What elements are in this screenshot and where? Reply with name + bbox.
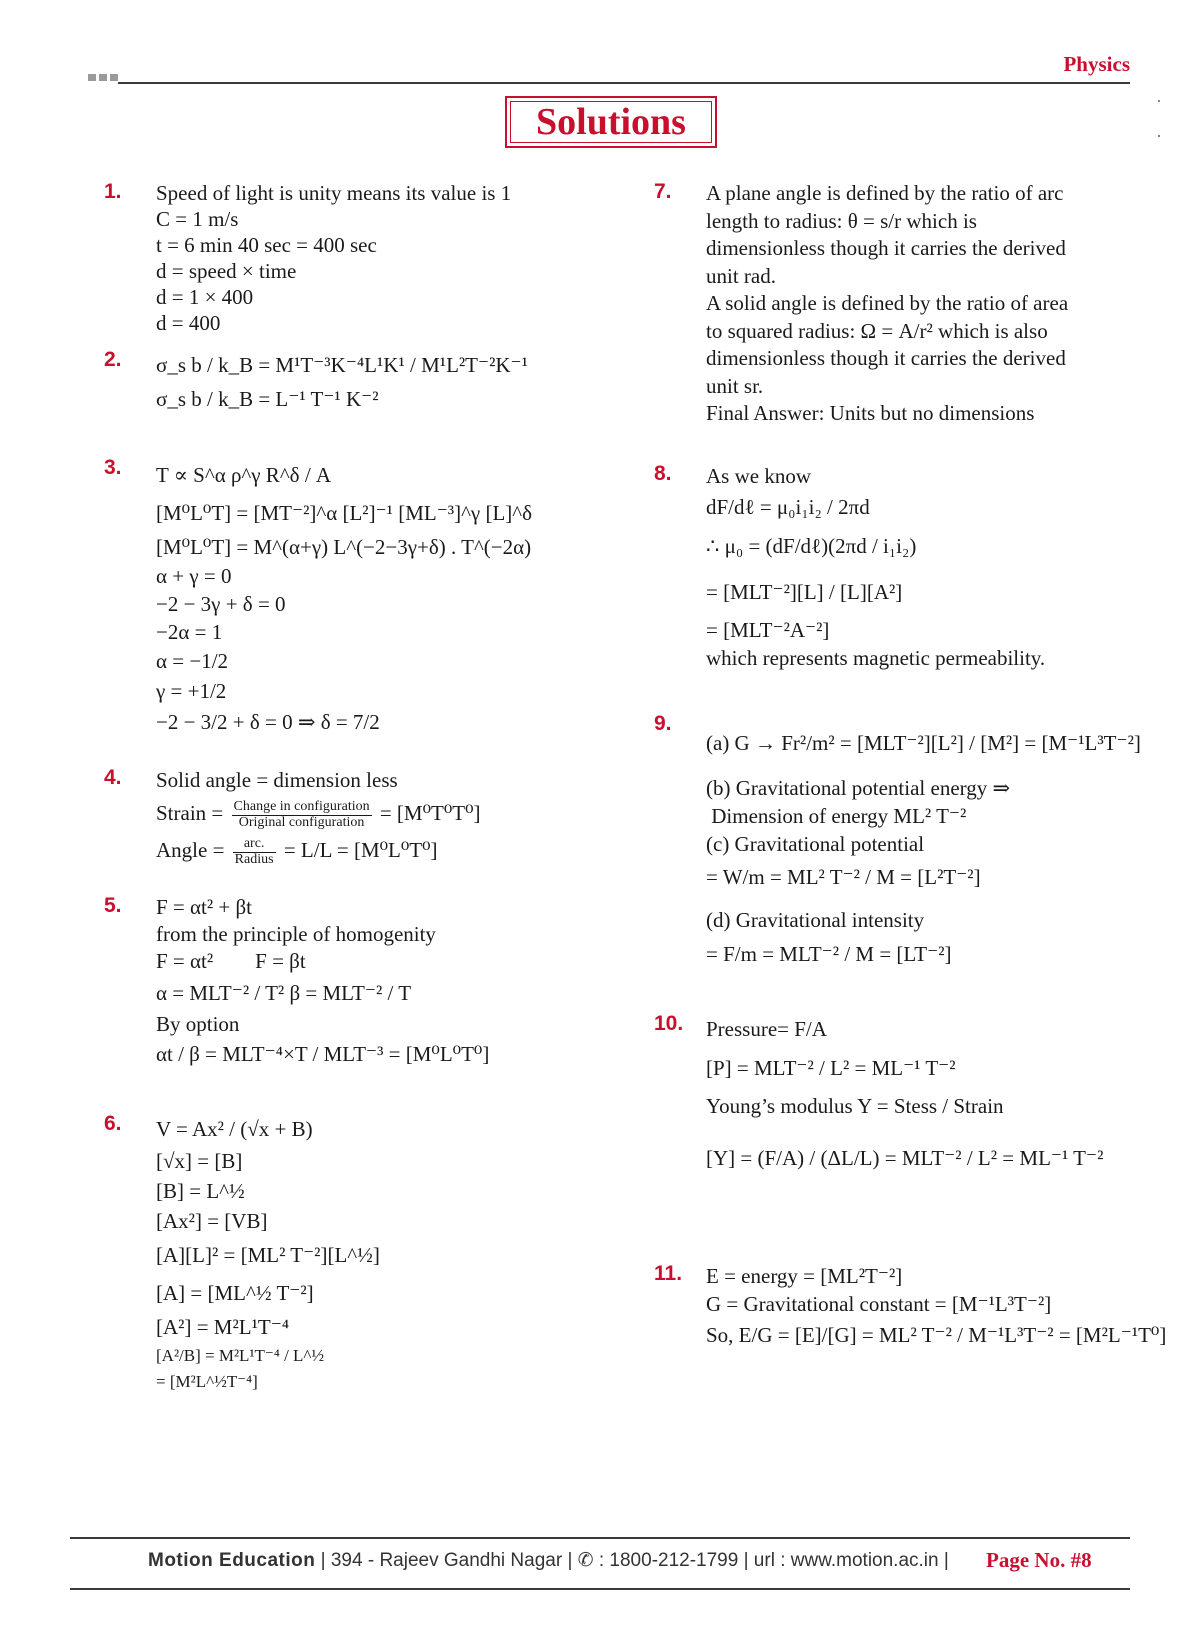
- solution-line: α + γ = 0: [156, 564, 232, 588]
- solution-number: 6.: [104, 1112, 122, 1135]
- footer-rule-top: [70, 1537, 1130, 1539]
- solution-line: −2 − 3/2 + δ = 0 ⇒ δ = 7/2: [156, 710, 380, 734]
- fraction-numerator: arc.: [233, 837, 276, 853]
- footer-text: [148, 1549, 949, 1572]
- angle-equation: [156, 832, 624, 868]
- fraction-denominator: Original configuration: [238, 814, 365, 830]
- solution-number: 1.: [104, 180, 122, 203]
- solution-number: 9.: [654, 712, 672, 735]
- solution-line: By option: [156, 1012, 240, 1036]
- solution-line: dF/dℓ = μ₀i₁i₂ / 2πd: [706, 495, 870, 519]
- fraction: [233, 837, 276, 867]
- solution-number: 11.: [654, 1262, 683, 1285]
- strain-equation: [156, 794, 624, 832]
- solution-line: Dimension of energy ML² T⁻²: [706, 804, 967, 828]
- solution-number: 8.: [654, 462, 672, 485]
- angle-result: = L/L = [M⁰L⁰T⁰]: [283, 838, 438, 862]
- solution-number: 5.: [104, 894, 122, 917]
- solution-line: Speed of light is unity means its value is 1: [156, 181, 512, 205]
- solution-line: So, E/G = [E]/[G] = ML² T⁻² / M⁻¹L³T⁻² = [M²L⁻¹T⁰]: [706, 1323, 1167, 1347]
- solution-line: αt / β = MLT⁻⁴×T / MLT⁻³ = [M⁰L⁰T⁰]: [156, 1042, 490, 1066]
- header-decoration: [88, 74, 118, 81]
- solution-line: (c) Gravitational potential: [706, 832, 925, 856]
- solution-line: (d) Gravitational intensity: [706, 908, 925, 932]
- solution-line: F = αt² + βt: [156, 895, 253, 919]
- angle-label: Angle =: [156, 838, 225, 862]
- fraction-denominator: Radius: [234, 851, 274, 867]
- solution-line: [A] = [ML^½ T⁻²]: [156, 1281, 314, 1305]
- solution-line: Pressure= F/A: [706, 1017, 827, 1041]
- solution-line: E = energy = [ML²T⁻²]: [706, 1264, 903, 1288]
- solution-line: [P] = MLT⁻² / L² = ML⁻¹ T⁻²: [706, 1056, 956, 1080]
- solution-line: V = Ax² / (√x + B): [156, 1117, 313, 1141]
- solution-line: Young’s modulus Y = Stess / Strain: [706, 1094, 1004, 1118]
- solution-line: = W/m = ML² T⁻² / M = [L²T⁻²]: [706, 865, 981, 889]
- margin-dot: [1158, 100, 1160, 102]
- footer-rule-bottom: [70, 1588, 1130, 1590]
- solution-line: [B] = L^½: [156, 1179, 245, 1203]
- solution-line: G = Gravitational constant = [M⁻¹L³T⁻²]: [706, 1292, 1052, 1316]
- solution-line: [Y] = (F/A) / (ΔL/L) = MLT⁻² / L² = ML⁻¹ T⁻²: [706, 1146, 1104, 1170]
- solution-line: [M⁰L⁰T] = [MT⁻²]^α [L²]⁻¹ [ML⁻³]^γ [L]^δ: [156, 501, 533, 525]
- page-title-box: [505, 96, 717, 148]
- footer-contact: | 394 - Rajeev Gandhi Nagar | ✆ : 1800-212-1799 | url : www.motion.ac.in |: [315, 1550, 949, 1571]
- solution-line: = [M²L^½T⁻⁴]: [156, 1372, 258, 1391]
- solution-number: 3.: [104, 456, 122, 479]
- subject-label: Physics: [1063, 52, 1130, 76]
- header-rule: [118, 82, 1130, 84]
- solution-line: (b) Gravitational potential energy ⇒: [706, 776, 1011, 800]
- solution-line: (a) G → Fr²/m² = [MLT⁻²][L²] / [M²] = [M⁻¹L³T⁻²]: [706, 731, 1141, 755]
- strain-label: Strain =: [156, 801, 224, 825]
- solution-line: A plane angle is defined by the ratio of arc: [706, 181, 1064, 205]
- solution-line: d = speed × time: [156, 259, 297, 283]
- solution-line: −2α = 1: [156, 620, 223, 644]
- solution-line: = F/m = MLT⁻² / M = [LT⁻²]: [706, 942, 952, 966]
- solution-line: [A²/B] = M²L¹T⁻⁴ / L^½: [156, 1346, 325, 1365]
- solution-line: unit rad.: [706, 263, 776, 288]
- solution-line: −2 − 3γ + δ = 0: [156, 592, 286, 616]
- solution-line: α = −1/2: [156, 649, 229, 673]
- solution-line: from the principle of homogenity: [156, 922, 436, 946]
- solution-line: d = 1 × 400: [156, 285, 254, 309]
- solution-line: Solid angle = dimension less: [156, 768, 398, 792]
- strain-result: = [M⁰T⁰T⁰]: [379, 801, 481, 825]
- fraction: [232, 800, 372, 830]
- page-title: Solutions: [510, 101, 712, 143]
- page-number: Page No. #8: [986, 1548, 1092, 1572]
- margin-dot: [1158, 135, 1160, 137]
- solution-line: = [MLT⁻²A⁻²]: [706, 618, 830, 642]
- solution-line: dimensionless though it carries the derived: [706, 346, 1066, 370]
- solution-line: t = 6 min 40 sec = 400 sec: [156, 233, 377, 257]
- solution-line: C = 1 m/s: [156, 207, 239, 231]
- solution-line: d = 400: [156, 311, 221, 335]
- solution-line: length to radius: θ = s/r which is: [706, 208, 977, 233]
- solution-number: 7.: [654, 180, 672, 203]
- solution-line: α = MLT⁻² / T² β = MLT⁻² / T: [156, 981, 412, 1005]
- solution-line: to squared radius: Ω = A/r² which is also: [706, 318, 1048, 343]
- footer-brand: Motion Education: [148, 1550, 316, 1571]
- solution-line: F = αt² F = βt: [156, 949, 306, 973]
- solution-line: σ_s b / k_B = M¹T⁻³K⁻⁴L¹K¹ / M¹L²T⁻²K⁻¹: [156, 353, 528, 377]
- solution-line: T ∝ S^α ρ^γ R^δ / A: [156, 463, 332, 487]
- solution-line: σ_s b / k_B = L⁻¹ T⁻¹ K⁻²: [156, 387, 379, 411]
- solution-line: [M⁰L⁰T] = M^(α+γ) L^(−2−3γ+δ) . T^(−2α): [156, 535, 532, 559]
- solution-line: = [MLT⁻²][L] / [L][A²]: [706, 580, 903, 604]
- solution-line: which represents magnetic permeability.: [706, 646, 1046, 670]
- solution-line: Final Answer: Units but no dimensions: [706, 401, 1035, 425]
- solution-line: [Ax²] = [VB]: [156, 1209, 268, 1233]
- solution-line: [A²] = M²L¹T⁻⁴: [156, 1315, 290, 1339]
- solution-line: γ = +1/2: [156, 679, 227, 703]
- solution-number: 4.: [104, 766, 122, 789]
- solution-line: ∴ μ₀ = (dF/dℓ)(2πd / i₁i₂): [706, 534, 917, 558]
- solution-line: dimensionless though it carries the derived: [706, 236, 1066, 260]
- fraction-numerator: Change in configuration: [233, 799, 370, 814]
- solution-line: unit sr.: [706, 373, 764, 398]
- solution-line: [√x] = [B]: [156, 1149, 243, 1173]
- solution-number: 10.: [654, 1012, 684, 1035]
- solution-line: [A][L]² = [ML² T⁻²][L^½]: [156, 1243, 380, 1267]
- solution-line: As we know: [706, 464, 811, 488]
- solution-line: A solid angle is defined by the ratio of area: [706, 291, 1069, 315]
- solution-number: 2.: [104, 348, 122, 371]
